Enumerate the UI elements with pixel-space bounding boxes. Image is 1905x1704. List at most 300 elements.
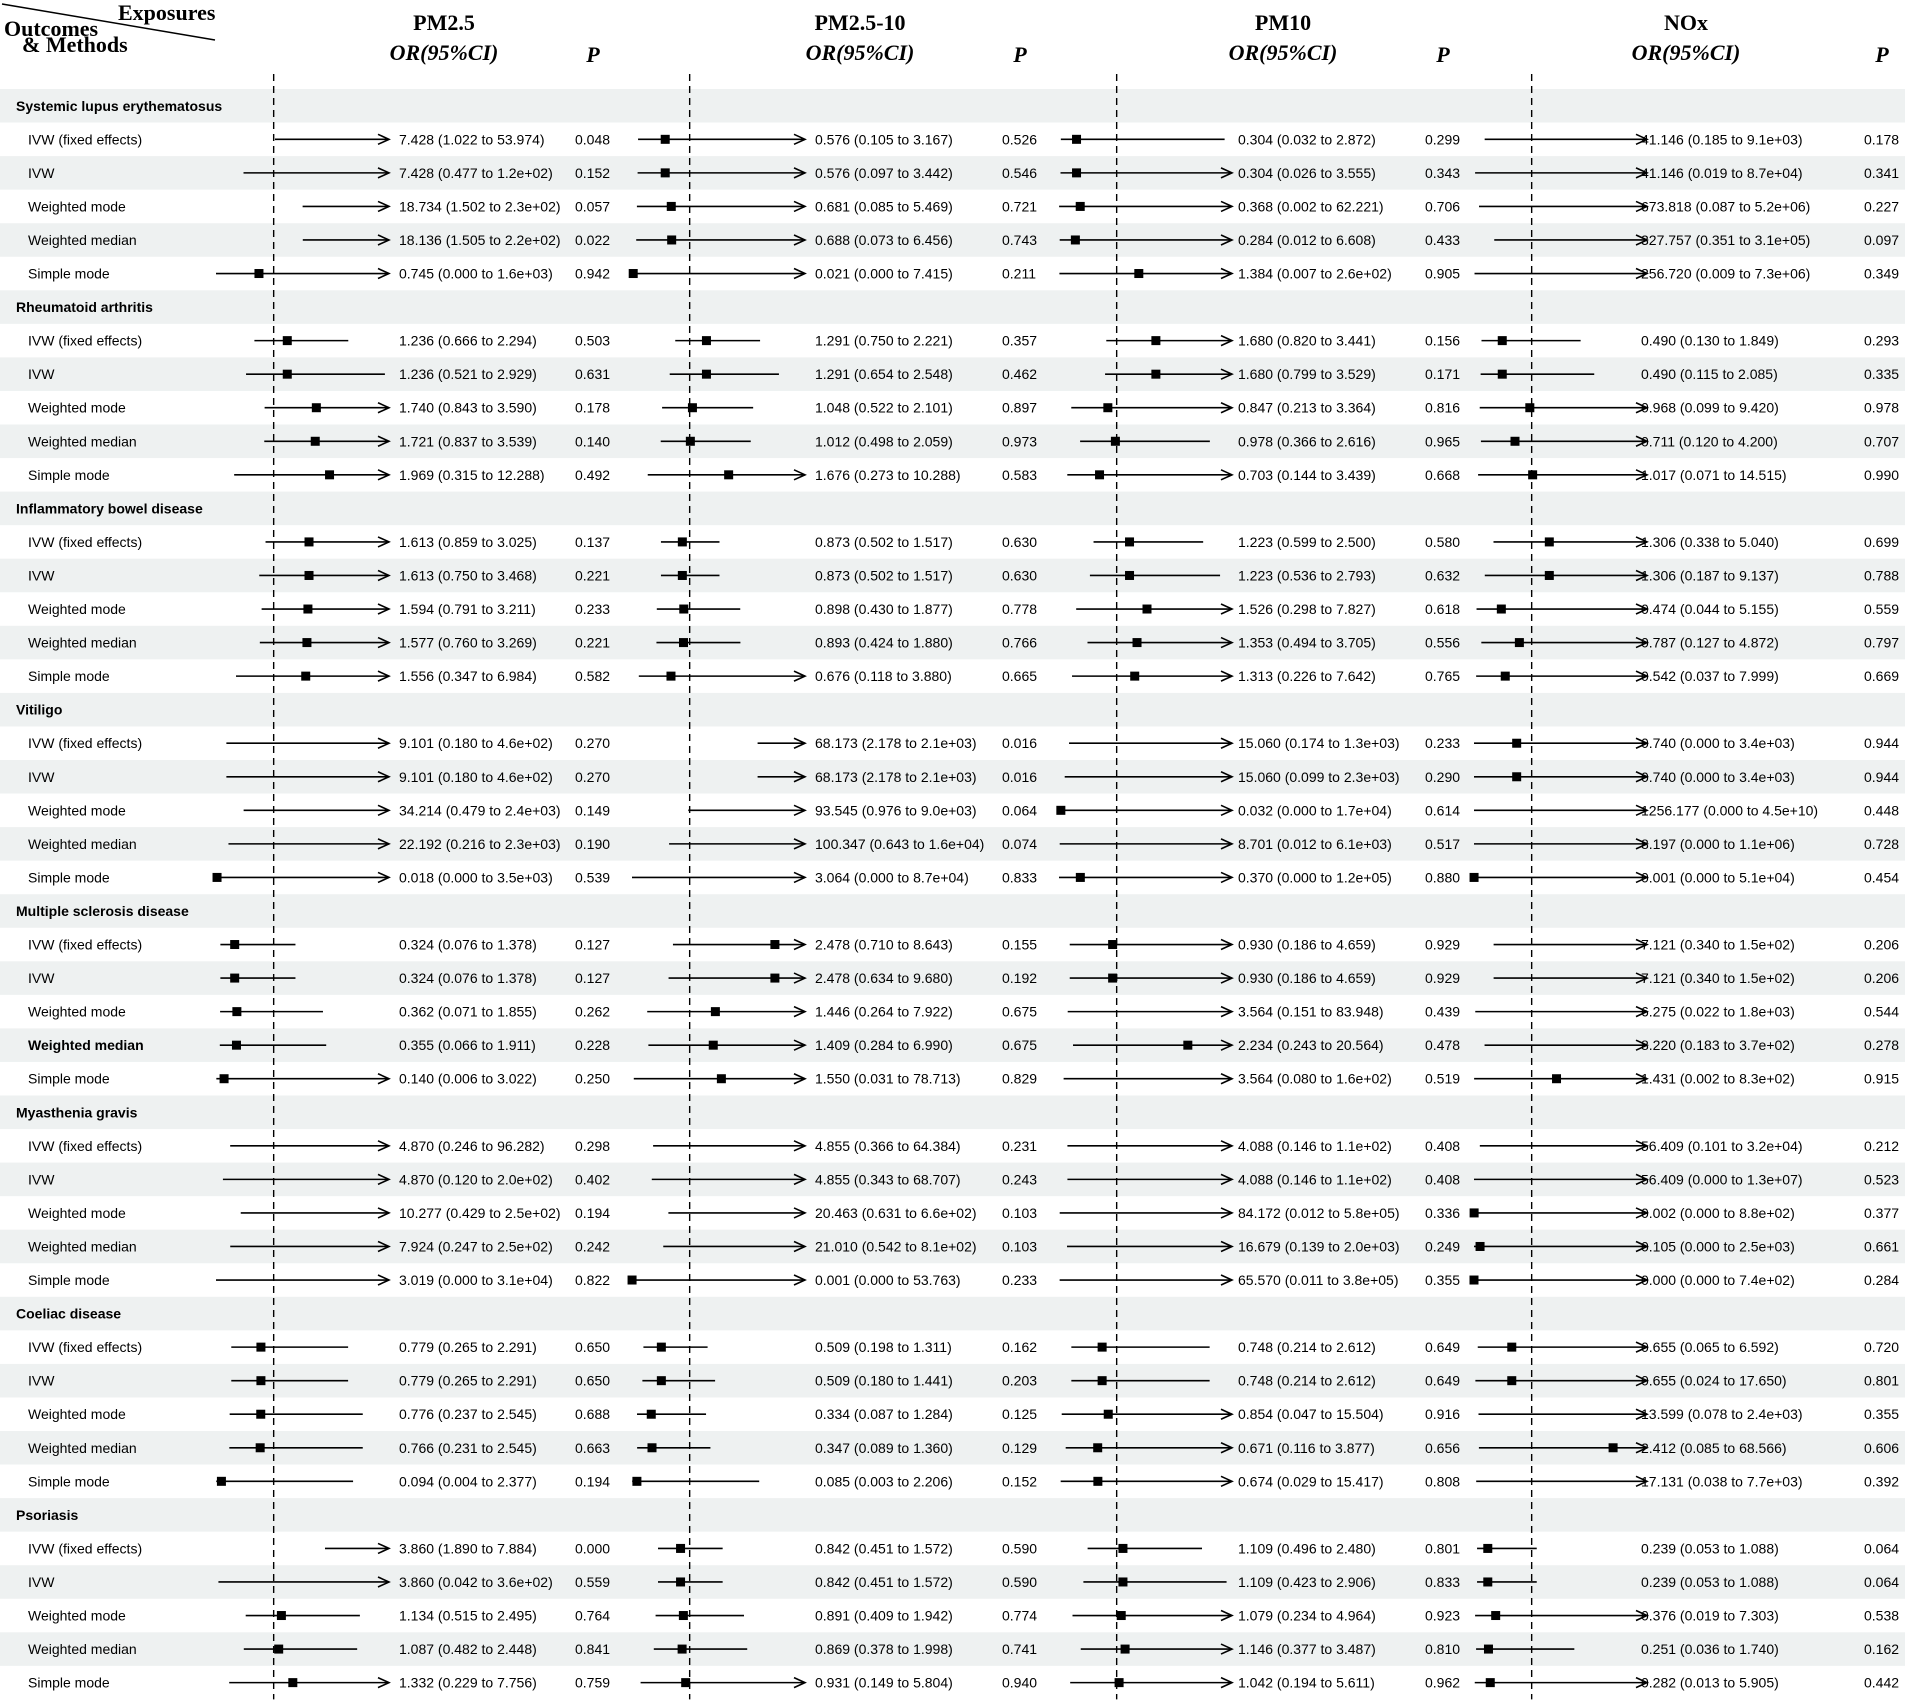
point-estimate (1470, 1208, 1479, 1217)
p-value: 0.192 (1002, 970, 1038, 987)
point-estimate (628, 1276, 637, 1285)
or-ci-value: 0.370 (0.000 to 1.2e+05) (1238, 869, 1392, 886)
or-ci-value: 1.017 (0.071 to 14.515) (1641, 466, 1787, 483)
p-value: 0.233 (1425, 735, 1461, 752)
or-ci-value: 21.010 (0.542 to 8.1e+02) (815, 1238, 977, 1255)
or-ci-value: 0.891 (0.409 to 1.942) (815, 1607, 953, 1624)
or-ci-value: 4.870 (0.120 to 2.0e+02) (399, 1171, 553, 1188)
point-estimate (681, 1678, 690, 1687)
p-value: 0.355 (1425, 1272, 1461, 1289)
p-value: 0.194 (575, 1204, 611, 1221)
or-ci-value: 1.079 (0.234 to 4.964) (1238, 1607, 1376, 1624)
point-estimate (1525, 403, 1534, 412)
p-value: 0.801 (1425, 1540, 1461, 1557)
point-estimate (325, 470, 334, 479)
point-estimate (1125, 537, 1134, 546)
or-ci-value: 0.873 (0.502 to 1.517) (815, 533, 953, 550)
point-estimate (679, 605, 688, 614)
or-ci-value: 0.576 (0.105 to 3.167) (815, 131, 953, 148)
point-estimate (1125, 571, 1134, 580)
p-value: 0.649 (1425, 1339, 1461, 1356)
outcome-title: Multiple sclerosis disease (16, 902, 189, 919)
point-estimate (661, 135, 670, 144)
p-header: P (1436, 42, 1450, 67)
p-value: 0.808 (1425, 1473, 1461, 1490)
method-label: IVW (28, 1372, 55, 1389)
or-ci-value: 3.064 (0.000 to 8.7e+04) (815, 869, 969, 886)
or-ci-value: 1.042 (0.194 to 5.611) (1238, 1674, 1375, 1691)
p-value: 0.000 (575, 1540, 611, 1557)
or-ci-value: 8.197 (0.000 to 1.1e+06) (1641, 835, 1795, 852)
p-value: 0.688 (575, 1406, 611, 1423)
p-value: 0.544 (1864, 1003, 1900, 1020)
or-ci-value: 0.676 (0.118 to 3.880) (815, 668, 952, 685)
p-value: 0.349 (1864, 265, 1900, 282)
point-estimate (1098, 1343, 1107, 1352)
p-value: 0.743 (1002, 231, 1038, 248)
or-ci-value: 22.192 (0.216 to 2.3e+03) (399, 835, 561, 852)
p-value: 0.221 (575, 634, 611, 651)
p-value: 0.833 (1002, 869, 1038, 886)
point-estimate (1470, 1276, 1479, 1285)
method-label: Weighted median (28, 835, 137, 852)
p-value: 0.822 (575, 1272, 611, 1289)
p-value: 0.103 (1002, 1204, 1038, 1221)
p-value: 0.559 (575, 1573, 611, 1590)
or-ci-value: 8.701 (0.012 to 6.1e+03) (1238, 835, 1392, 852)
point-estimate (667, 235, 676, 244)
p-value: 0.973 (1002, 433, 1038, 450)
method-label: IVW (fixed effects) (28, 533, 143, 550)
point-estimate (1545, 571, 1554, 580)
p-value: 0.152 (575, 164, 611, 181)
or-ci-value: 1.721 (0.837 to 3.539) (399, 433, 537, 450)
or-ci-value: 0.779 (0.265 to 2.291) (399, 1339, 537, 1356)
p-value: 0.526 (1002, 131, 1038, 148)
point-estimate (1507, 1376, 1516, 1385)
or-ci-value: 1.306 (0.338 to 5.040) (1641, 533, 1779, 550)
or-ci-value: 1.087 (0.482 to 2.448) (399, 1641, 537, 1658)
or-ci-value: 0.776 (0.237 to 2.545) (399, 1406, 537, 1423)
p-value: 0.233 (1002, 1272, 1038, 1289)
method-label: IVW (28, 1573, 55, 1590)
or-ci-value: 1.556 (0.347 to 6.984) (399, 668, 537, 685)
or-ci-value: 327.757 (0.351 to 3.1e+05) (1641, 231, 1811, 248)
or-ci-value: 1.969 (0.315 to 12.288) (399, 466, 545, 483)
p-value: 0.523 (1864, 1171, 1900, 1188)
method-label: Weighted median (28, 634, 137, 651)
point-estimate (1515, 638, 1524, 647)
column-title: PM10 (1254, 10, 1312, 35)
p-value: 0.335 (1864, 366, 1900, 383)
or-ci-value: 0.509 (0.198 to 1.311) (815, 1339, 952, 1356)
p-value: 0.944 (1864, 735, 1900, 752)
p-value: 0.127 (575, 936, 611, 953)
or-ci-value: 9.101 (0.180 to 4.6e+02) (399, 735, 553, 752)
point-estimate (1095, 470, 1104, 479)
p-value: 0.631 (575, 366, 611, 383)
or-ci-value: 256.720 (0.009 to 7.3e+06) (1641, 265, 1811, 282)
p-value: 0.538 (1864, 1607, 1900, 1624)
p-value: 0.650 (575, 1339, 611, 1356)
or-ci-value: 0.376 (0.019 to 7.303) (1641, 1607, 1779, 1624)
point-estimate (230, 940, 239, 949)
point-estimate (1121, 1645, 1130, 1654)
or-ci-value: 4.855 (0.366 to 64.384) (815, 1137, 961, 1154)
p-value: 0.137 (575, 533, 611, 550)
outcome-title: Inflammatory bowel disease (16, 500, 203, 517)
p-value: 0.741 (1002, 1641, 1038, 1658)
or-ci-value: 0.001 (0.000 to 5.1e+04) (1641, 869, 1795, 886)
or-ci-value: 4.088 (0.146 to 1.1e+02) (1238, 1137, 1392, 1154)
p-value: 0.940 (1002, 1674, 1038, 1691)
p-value: 0.668 (1425, 466, 1461, 483)
or-ci-value: 0.968 (0.099 to 9.420) (1641, 399, 1779, 416)
or-ci-value: 0.032 (0.000 to 1.7e+04) (1238, 802, 1392, 819)
p-value: 0.559 (1864, 601, 1900, 618)
or-ci-value: 1.236 (0.666 to 2.294) (399, 332, 537, 349)
p-value: 0.905 (1425, 265, 1461, 282)
or-ci-value: 7.121 (0.340 to 1.5e+02) (1641, 970, 1795, 987)
p-value: 0.242 (575, 1238, 611, 1255)
p-value: 0.462 (1002, 366, 1038, 383)
point-estimate (702, 370, 711, 379)
or-ci-value: 0.324 (0.076 to 1.378) (399, 936, 537, 953)
point-estimate (1072, 135, 1081, 144)
or-ci-value: 10.277 (0.429 to 2.5e+02) (399, 1204, 561, 1221)
outcome-title: Psoriasis (16, 1506, 79, 1523)
p-value: 0.765 (1425, 668, 1461, 685)
p-value: 0.249 (1425, 1238, 1461, 1255)
method-label: Weighted mode (28, 198, 126, 215)
p-value: 0.270 (575, 735, 611, 752)
point-estimate (1117, 1611, 1126, 1620)
point-estimate (1483, 1544, 1492, 1553)
or-ci-value: 0.094 (0.004 to 2.377) (399, 1473, 537, 1490)
point-estimate (1118, 1577, 1127, 1586)
p-value: 0.402 (575, 1171, 611, 1188)
or-ci-value: 0.842 (0.451 to 1.572) (815, 1540, 953, 1557)
or-ci-value: 0.671 (0.116 to 3.877) (1238, 1439, 1375, 1456)
or-ci-value: 16.679 (0.139 to 2.0e+03) (1238, 1238, 1400, 1255)
point-estimate (312, 403, 321, 412)
p-value: 0.944 (1864, 768, 1900, 785)
point-estimate (254, 269, 263, 278)
p-value: 0.492 (575, 466, 611, 483)
method-label: Weighted median (28, 231, 137, 248)
outcome-title: Coeliac disease (16, 1305, 122, 1322)
point-estimate (1483, 1577, 1492, 1586)
or-ci-value: 0.931 (0.149 to 5.804) (815, 1674, 953, 1691)
point-estimate (666, 672, 675, 681)
or-ci-value: 1.384 (0.007 to 2.6e+02) (1238, 265, 1392, 282)
point-estimate (1470, 873, 1479, 882)
method-label: Simple mode (28, 1272, 110, 1289)
or-ci-value: 0.324 (0.076 to 1.378) (399, 970, 537, 987)
or-ci-value: 0.509 (0.180 to 1.441) (815, 1372, 953, 1389)
or-ci-value: 673.818 (0.087 to 5.2e+06) (1641, 198, 1811, 215)
p-value: 0.478 (1425, 1037, 1461, 1054)
point-estimate (1103, 403, 1112, 412)
point-estimate (678, 1645, 687, 1654)
p-value: 0.156 (1425, 332, 1461, 349)
point-estimate (1098, 1376, 1107, 1385)
or-ci-value: 1.676 (0.273 to 10.288) (815, 466, 961, 483)
point-estimate (302, 638, 311, 647)
point-estimate (256, 1443, 265, 1452)
p-value: 0.221 (575, 567, 611, 584)
point-estimate (1501, 672, 1510, 681)
or-ci-value: 84.172 (0.012 to 5.8e+05) (1238, 1204, 1400, 1221)
p-value: 0.433 (1425, 231, 1461, 248)
p-value: 0.064 (1864, 1573, 1900, 1590)
point-estimate (661, 168, 670, 177)
point-estimate (256, 1343, 265, 1352)
or-ci-value: 1.577 (0.760 to 3.269) (399, 634, 537, 651)
point-estimate (1093, 1477, 1102, 1486)
or-ci-value: 0.745 (0.000 to 1.6e+03) (399, 265, 553, 282)
p-value: 0.630 (1002, 567, 1038, 584)
p-value: 0.454 (1864, 869, 1900, 886)
point-estimate (1498, 370, 1507, 379)
or-ci-value: 1.313 (0.226 to 7.642) (1238, 668, 1376, 685)
p-value: 0.408 (1425, 1137, 1461, 1154)
p-value: 0.212 (1864, 1137, 1900, 1154)
or-ci-value: 0.140 (0.006 to 3.022) (399, 1070, 537, 1087)
p-value: 0.127 (575, 970, 611, 987)
or-ci-value: 0.873 (0.502 to 1.517) (815, 567, 953, 584)
p-value: 0.171 (1425, 366, 1461, 383)
or-ci-value: 1.446 (0.264 to 7.922) (815, 1003, 953, 1020)
p-value: 0.929 (1425, 970, 1461, 987)
point-estimate (1151, 370, 1160, 379)
point-estimate (1108, 974, 1117, 983)
p-value: 0.923 (1425, 1607, 1461, 1624)
p-value: 0.721 (1002, 198, 1038, 215)
p-value: 0.766 (1002, 634, 1038, 651)
point-estimate (1528, 470, 1537, 479)
point-estimate (1134, 269, 1143, 278)
p-value: 0.016 (1002, 735, 1038, 752)
or-ci-value: 0.898 (0.430 to 1.877) (815, 601, 953, 618)
p-value: 0.149 (575, 802, 611, 819)
p-value: 0.707 (1864, 433, 1900, 450)
method-label: IVW (fixed effects) (28, 332, 143, 349)
or-ci-value: 7.428 (0.477 to 1.2e+02) (399, 164, 553, 181)
header (2, 0, 1889, 67)
section-band (0, 894, 1905, 928)
p-value: 0.290 (1425, 768, 1461, 785)
point-estimate (1552, 1074, 1561, 1083)
point-estimate (283, 370, 292, 379)
or-ci-value: 8.220 (0.183 to 3.7e+02) (1641, 1037, 1795, 1054)
p-value: 0.057 (575, 198, 611, 215)
or-ci-value: 3.860 (1.890 to 7.884) (399, 1540, 537, 1557)
or-ci-value: 1.223 (0.536 to 2.793) (1238, 567, 1376, 584)
or-ci-value: 1.594 (0.791 to 3.211) (399, 601, 536, 618)
p-value: 0.942 (575, 265, 611, 282)
p-value: 0.661 (1864, 1238, 1900, 1255)
or-ci-value: 7.428 (1.022 to 53.974) (399, 131, 545, 148)
p-value: 0.706 (1425, 198, 1461, 215)
point-estimate (220, 1074, 229, 1083)
p-value: 0.699 (1864, 533, 1900, 550)
or-ci-value: 0.978 (0.366 to 2.616) (1238, 433, 1376, 450)
point-estimate (770, 974, 779, 983)
column-title: PM2.5 (413, 10, 475, 35)
p-value: 0.582 (575, 668, 611, 685)
method-label: IVW (fixed effects) (28, 1339, 143, 1356)
p-value: 0.990 (1864, 466, 1900, 483)
point-estimate (232, 1007, 241, 1016)
p-value: 0.206 (1864, 936, 1900, 953)
p-value: 0.630 (1002, 533, 1038, 550)
p-value: 0.228 (575, 1037, 611, 1054)
or-ci-value: 0.854 (0.047 to 15.504) (1238, 1406, 1384, 1423)
or-ci-value: 1.526 (0.298 to 7.827) (1238, 601, 1376, 618)
method-label: IVW (fixed effects) (28, 1137, 143, 1154)
method-label: Simple mode (28, 668, 110, 685)
or-ci-value: 15.060 (0.174 to 1.3e+03) (1238, 735, 1400, 752)
or-ci-value: 1.409 (0.284 to 6.990) (815, 1037, 953, 1054)
p-value: 0.632 (1425, 567, 1461, 584)
p-value: 0.897 (1002, 399, 1038, 416)
method-label: Weighted mode (28, 1406, 126, 1423)
p-value: 0.203 (1002, 1372, 1038, 1389)
exposures-label: Exposures (118, 0, 216, 25)
point-estimate (256, 1376, 265, 1385)
method-label: Weighted mode (28, 1003, 126, 1020)
or-ci-value: 15.060 (0.099 to 2.3e+03) (1238, 768, 1400, 785)
p-value: 0.064 (1002, 802, 1038, 819)
p-header: P (1013, 42, 1027, 67)
section-band (0, 1297, 1905, 1331)
method-label: IVW (fixed effects) (28, 1540, 143, 1557)
point-estimate (657, 1376, 666, 1385)
p-value: 0.103 (1002, 1238, 1038, 1255)
p-value: 0.675 (1002, 1003, 1038, 1020)
point-estimate (1151, 336, 1160, 345)
or-ci-value: 1256.177 (0.000 to 4.5e+10) (1641, 802, 1819, 819)
p-value: 0.155 (1002, 936, 1038, 953)
or-ci-value: 13.599 (0.078 to 2.4e+03) (1641, 1406, 1803, 1423)
point-estimate (647, 1410, 656, 1419)
p-value: 0.556 (1425, 634, 1461, 651)
point-estimate (678, 571, 687, 580)
method-label: Weighted median (28, 1037, 144, 1054)
p-value: 0.293 (1864, 332, 1900, 349)
point-estimate (1609, 1443, 1618, 1452)
or-ci-value: 100.347 (0.643 to 1.6e+04) (815, 835, 985, 852)
p-value: 0.841 (575, 1641, 611, 1658)
or-ci-value: 1.332 (0.229 to 7.756) (399, 1674, 537, 1691)
point-estimate (303, 605, 312, 614)
p-value: 0.392 (1864, 1473, 1900, 1490)
point-estimate (1142, 605, 1151, 614)
or-ci-value: 0.000 (0.000 to 7.4e+02) (1641, 1272, 1795, 1289)
section-band (0, 492, 1905, 526)
method-label: Weighted mode (28, 802, 126, 819)
or-ci-value: 1.613 (0.859 to 3.025) (399, 533, 537, 550)
method-label: IVW (28, 164, 55, 181)
p-value: 0.408 (1425, 1171, 1461, 1188)
point-estimate (1108, 940, 1117, 949)
or-ci-value: 2.234 (0.243 to 20.564) (1238, 1037, 1384, 1054)
p-value: 0.880 (1425, 869, 1461, 886)
or-ci-value: 3.860 (0.042 to 3.6e+02) (399, 1573, 553, 1590)
or-ci-value: 4.855 (0.343 to 68.707) (815, 1171, 961, 1188)
point-estimate (230, 974, 239, 983)
method-label: Simple mode (28, 466, 110, 483)
p-value: 0.129 (1002, 1439, 1038, 1456)
or-ci-value: 68.173 (2.178 to 2.1e+03) (815, 768, 977, 785)
or-ci-value: 0.284 (0.012 to 6.608) (1238, 231, 1376, 248)
point-estimate (770, 940, 779, 949)
method-label: Simple mode (28, 1473, 110, 1490)
p-value: 0.178 (575, 399, 611, 416)
p-value: 0.022 (575, 231, 611, 248)
or-ci-value: 0.334 (0.087 to 1.284) (815, 1406, 953, 1423)
or-ci-value: 0.748 (0.214 to 2.612) (1238, 1339, 1376, 1356)
p-value: 0.299 (1425, 131, 1461, 148)
point-estimate (1056, 806, 1065, 815)
or-ci-header: OR(95%CI) (805, 40, 915, 65)
p-value: 0.669 (1864, 668, 1900, 685)
or-ci-value: 2.412 (0.085 to 68.566) (1641, 1439, 1787, 1456)
point-estimate (1476, 1242, 1485, 1251)
p-value: 0.341 (1864, 164, 1900, 181)
p-value: 0.178 (1864, 131, 1900, 148)
point-estimate (1118, 1544, 1127, 1553)
or-ci-value: 0.711 (0.120 to 4.200) (1641, 433, 1778, 450)
p-value: 0.978 (1864, 399, 1900, 416)
p-value: 0.206 (1864, 970, 1900, 987)
p-value: 0.140 (575, 433, 611, 450)
or-ci-value: 0.304 (0.026 to 3.555) (1238, 164, 1376, 181)
p-value: 0.590 (1002, 1540, 1038, 1557)
or-ci-value: 0.021 (0.000 to 7.415) (815, 265, 953, 282)
or-ci-value: 0.930 (0.186 to 4.659) (1238, 970, 1376, 987)
point-estimate (1183, 1041, 1192, 1050)
or-ci-value: 0.282 (0.013 to 5.905) (1641, 1674, 1779, 1691)
or-ci-value: 56.409 (0.000 to 1.3e+07) (1641, 1171, 1803, 1188)
p-value: 0.665 (1002, 668, 1038, 685)
section-band (0, 693, 1905, 727)
or-ci-value: 18.734 (1.502 to 2.3e+02) (399, 198, 561, 215)
point-estimate (702, 336, 711, 345)
p-value: 0.650 (575, 1372, 611, 1389)
point-estimate (1111, 437, 1120, 446)
method-label: IVW (28, 768, 55, 785)
p-value: 0.778 (1002, 601, 1038, 618)
p-value: 0.829 (1002, 1070, 1038, 1087)
method-label: Weighted mode (28, 399, 126, 416)
point-estimate (1507, 1343, 1516, 1352)
p-value: 0.606 (1864, 1439, 1900, 1456)
or-ci-value: 7.924 (0.247 to 2.5e+02) (399, 1238, 553, 1255)
p-value: 0.797 (1864, 634, 1900, 651)
method-label: IVW (fixed effects) (28, 735, 143, 752)
method-label: IVW (28, 567, 55, 584)
point-estimate (1491, 1611, 1500, 1620)
p-value: 0.614 (1425, 802, 1461, 819)
or-ci-header: OR(95%CI) (1228, 40, 1338, 65)
point-estimate (632, 1477, 641, 1486)
p-value: 0.929 (1425, 936, 1461, 953)
point-estimate (1545, 537, 1554, 546)
or-ci-value: 0.740 (0.000 to 3.4e+03) (1641, 768, 1795, 785)
point-estimate (1512, 739, 1521, 748)
